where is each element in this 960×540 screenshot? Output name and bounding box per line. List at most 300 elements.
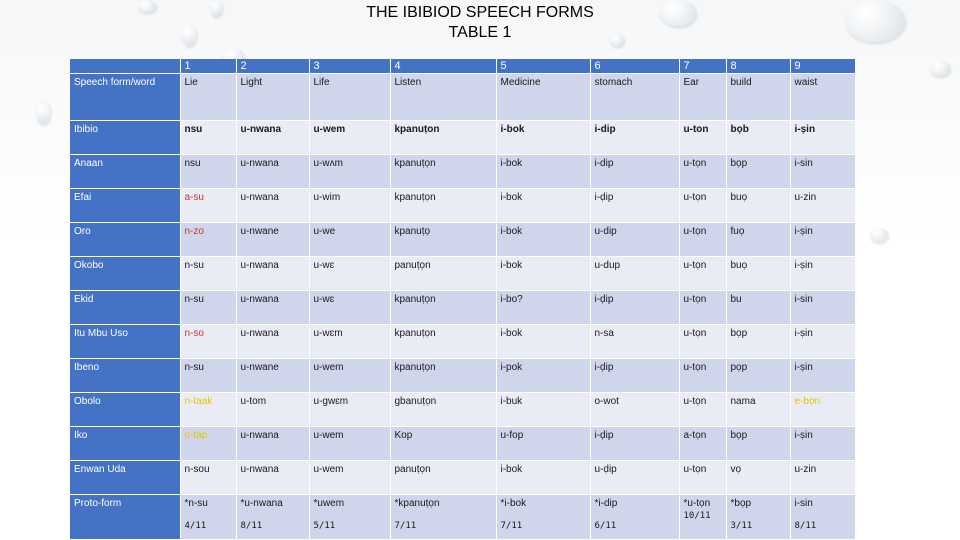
cell-text: bọp [730, 328, 748, 339]
table-cell [590, 223, 679, 257]
row-label-cell [70, 325, 180, 359]
table-cell [390, 427, 496, 461]
cell-text: i-ḍip [594, 192, 614, 203]
cell-text: u-tọn [683, 260, 707, 271]
cell-text: *bọp [730, 498, 752, 509]
cell-text: u-tọn [683, 328, 707, 339]
row-label-cell [70, 291, 180, 325]
droplet-decoration [182, 24, 196, 46]
table-cell [790, 74, 855, 121]
table-cell [726, 291, 790, 325]
table-cell [309, 359, 390, 393]
cell-text: gbanuṭọn [394, 396, 437, 407]
cell-text: i-ṣin [794, 260, 813, 271]
row-label-cell [70, 427, 180, 461]
droplet-decoration [870, 228, 888, 242]
row-label-cell [70, 155, 180, 189]
table-cell [590, 257, 679, 291]
speech-forms-table [70, 59, 856, 540]
cell-text: i-sin [794, 294, 813, 305]
table-cell [180, 325, 236, 359]
title-line-1: THE IBIBIOD SPEECH FORMS [366, 4, 594, 21]
table-cell [679, 257, 726, 291]
cell-text: n-zo [184, 226, 204, 237]
table-cell [790, 223, 855, 257]
cell-text: kpanuṭọn [394, 294, 436, 305]
table-cell [790, 325, 855, 359]
table-cell [790, 121, 855, 155]
cell-text: u-tọn [683, 362, 707, 373]
table-cell [590, 359, 679, 393]
header-cell [70, 59, 180, 74]
table-cell [679, 495, 726, 540]
table-row [70, 325, 855, 359]
table-cell [679, 427, 726, 461]
table-row [70, 359, 855, 393]
count-text: 8/11 [794, 521, 817, 531]
header-cell: 2 [236, 59, 309, 74]
table-cell [726, 223, 790, 257]
header-cell: 3 [309, 59, 390, 74]
table-cell [590, 189, 679, 223]
table-cell [390, 325, 496, 359]
table-cell [496, 121, 590, 155]
cell-text: a-su [184, 192, 204, 203]
table-cell [679, 291, 726, 325]
cell-text: u-wɛ [313, 260, 335, 271]
cell-text: u-we [313, 226, 336, 237]
header-cell: 6 [590, 59, 679, 74]
cell-text: Okobo [74, 260, 104, 271]
cell-text: i-ḍip [594, 430, 614, 441]
slide-title [300, 3, 660, 43]
table-cell [180, 223, 236, 257]
table-row [70, 155, 855, 189]
table-cell [390, 223, 496, 257]
cell-text: u-nwana [240, 328, 279, 339]
cell-text: kpanuṭon [394, 124, 440, 135]
cell-text: *u-tọn [683, 498, 711, 509]
cell-text: Efai [74, 192, 92, 203]
cell-text: Anaan [74, 158, 103, 169]
table-cell [309, 121, 390, 155]
table-cell [309, 155, 390, 189]
cell-text: u-nwana [240, 464, 279, 475]
table-cell [496, 223, 590, 257]
table-cell [790, 495, 855, 540]
table-cell [590, 495, 679, 540]
table-cell [236, 74, 309, 121]
table-cell [236, 495, 309, 540]
table-cell [679, 325, 726, 359]
count-text: 8/11 [240, 521, 263, 531]
cell-text: i-bok [500, 124, 525, 135]
cell-text: u-wem [313, 464, 344, 475]
table-cell [236, 325, 309, 359]
cell-text: kpanuṭọn [394, 362, 436, 373]
table-row [70, 461, 855, 495]
table-cell [180, 359, 236, 393]
table-cell [496, 189, 590, 223]
table-cell [790, 461, 855, 495]
table-cell [180, 495, 236, 540]
table-cell [180, 291, 236, 325]
cell-text: *n-su [184, 498, 208, 509]
cell-text: u-nwane [240, 362, 279, 373]
table-row [70, 74, 855, 121]
cell-text: Iko [74, 430, 88, 441]
droplet-decoration [930, 60, 950, 76]
cell-text: kpanuṭọn [394, 158, 436, 169]
cell-text: u-wem [313, 362, 344, 373]
cell-text: Enwan Uda [74, 464, 126, 475]
table-cell [236, 359, 309, 393]
row-label-cell [70, 74, 180, 121]
table-cell [390, 495, 496, 540]
cell-text: i-ṣin [794, 430, 813, 441]
count-text: 7/11 [394, 521, 417, 531]
table-cell [790, 359, 855, 393]
table-cell [309, 393, 390, 427]
droplet-decoration [138, 0, 156, 12]
cell-text: u-fop [500, 430, 524, 441]
table-cell [726, 325, 790, 359]
table-cell [496, 257, 590, 291]
count-text: 6/11 [594, 521, 617, 531]
table-row [70, 121, 855, 155]
cell-text: a-tọn [683, 430, 707, 441]
cell-text: u-ton [683, 124, 709, 135]
cell-text: Listen [394, 77, 422, 88]
table-cell [590, 291, 679, 325]
cell-text: Ibibio [74, 124, 98, 135]
table-cell [309, 223, 390, 257]
table-cell [236, 121, 309, 155]
cell-text: *u-nwana [240, 498, 283, 509]
table-cell [496, 359, 590, 393]
cell-text: n-sa [594, 328, 614, 339]
table-cell [726, 189, 790, 223]
table-cell [679, 189, 726, 223]
table-cell [679, 121, 726, 155]
cell-text: u-nwana [240, 158, 279, 169]
cell-text: u-wem [313, 430, 344, 441]
cell-text: Ibeno [74, 362, 100, 373]
table-cell [390, 74, 496, 121]
cell-text: Ear [683, 77, 700, 88]
header-cell: 7 [679, 59, 726, 74]
cell-text: e-bọn [794, 396, 821, 407]
row-label-cell [70, 223, 180, 257]
table-cell [180, 74, 236, 121]
table-cell [726, 393, 790, 427]
table-cell [496, 325, 590, 359]
table-cell [390, 121, 496, 155]
cell-text: bọb [730, 124, 749, 135]
table-cell [590, 393, 679, 427]
table-cell [236, 427, 309, 461]
cell-text: nsu [184, 158, 201, 169]
cell-text: u-zin [794, 464, 817, 475]
row-label-cell [70, 495, 180, 540]
cell-text: *uwem [313, 498, 345, 509]
table-cell [726, 257, 790, 291]
cell-text: u-wɛ [313, 294, 335, 305]
table-row [70, 291, 855, 325]
table-cell [309, 495, 390, 540]
cell-text: u-wɛm [313, 328, 343, 339]
cell-text: u-tọn [683, 464, 707, 475]
cell-text: n-su [184, 362, 204, 373]
table-cell [590, 325, 679, 359]
cell-text: panuṭọn [394, 260, 431, 271]
table-cell [309, 427, 390, 461]
table-cell [726, 155, 790, 189]
cell-text: i-ṣin [794, 124, 816, 135]
table-cell [590, 461, 679, 495]
cell-text: Kop [394, 430, 413, 441]
table-header-row [70, 59, 855, 74]
count-text: 4/11 [184, 521, 207, 531]
cell-text: i-ḍip [594, 294, 614, 305]
cell-text: kpanuṭọn [394, 328, 436, 339]
table-cell [390, 155, 496, 189]
header-cell: 5 [496, 59, 590, 74]
cell-text: u-nwana [240, 294, 279, 305]
table-cell [236, 189, 309, 223]
table-cell [180, 461, 236, 495]
table-cell [390, 291, 496, 325]
cell-text: i-bok [500, 328, 523, 339]
cell-text: i-buk [500, 396, 523, 407]
cell-text: u-tọn [683, 294, 707, 305]
cell-text: i-dip [594, 124, 616, 135]
cell-text: u-nwana [240, 192, 279, 203]
table-cell [496, 291, 590, 325]
cell-text: u-wem [313, 124, 346, 135]
cell-text: buọ [730, 192, 748, 203]
cell-text: Light [240, 77, 263, 88]
cell-text: kpanuṭọ [394, 226, 431, 237]
row-label-cell [70, 359, 180, 393]
cell-text: u-tom [240, 396, 267, 407]
droplet-decoration [210, 0, 222, 16]
header-cell: 4 [390, 59, 496, 74]
cell-text: pọp [730, 362, 748, 373]
cell-text: i-ḍip [594, 362, 614, 373]
cell-text: *i-dip [594, 498, 618, 509]
table-cell [726, 359, 790, 393]
count-text: 7/11 [500, 521, 523, 531]
droplet-decoration [660, 0, 696, 26]
table-cell [726, 74, 790, 121]
cell-text: i-bok [500, 158, 523, 169]
cell-text: i-ṣin [794, 328, 813, 339]
table-cell [180, 257, 236, 291]
cell-text: stomach [594, 77, 633, 88]
count-text: 5/11 [313, 521, 336, 531]
table-cell [180, 427, 236, 461]
cell-text: Medicine [500, 77, 541, 88]
table-row [70, 189, 855, 223]
table-cell [790, 189, 855, 223]
cell-text: n-taak [184, 396, 213, 407]
cell-text: i-sin [794, 158, 813, 169]
table-cell [590, 155, 679, 189]
table-cell [679, 155, 726, 189]
cell-text: bọp [730, 158, 748, 169]
cell-text: n-sou [184, 464, 210, 475]
cell-text: u-tọn [683, 192, 707, 203]
cell-text: bọp [730, 430, 748, 441]
cell-text: Proto-form [74, 498, 122, 509]
cell-text: bu [730, 294, 742, 305]
row-label-cell [70, 189, 180, 223]
cell-text: Ekid [74, 294, 94, 305]
cell-text: Speech form/word [74, 77, 156, 88]
table-cell [496, 461, 590, 495]
cell-text: i-pok [500, 362, 523, 373]
cell-text: fuọ [730, 226, 745, 237]
cell-text: u-dup [594, 260, 621, 271]
table-cell [390, 257, 496, 291]
table-cell [236, 393, 309, 427]
table-cell [679, 393, 726, 427]
cell-text: u-wim [313, 192, 341, 203]
table-cell [790, 393, 855, 427]
cell-text: u-nwana [240, 124, 282, 135]
table-row [70, 427, 855, 461]
table-cell [180, 155, 236, 189]
cell-text: u-ḍip [594, 464, 617, 475]
table-cell [236, 257, 309, 291]
cell-text: Itu Mbu Uso [74, 328, 128, 339]
table-cell [390, 189, 496, 223]
table-cell [180, 189, 236, 223]
cell-text: u-tọn [683, 158, 707, 169]
cell-text: *kpanuṭọn [394, 498, 440, 509]
cell-text: Lie [184, 77, 198, 88]
table-row [70, 393, 855, 427]
cell-text: i-bok [500, 464, 523, 475]
cell-text: u-gwɛm [313, 396, 349, 407]
row-label-cell [70, 393, 180, 427]
table-cell [590, 74, 679, 121]
cell-text: n-so [184, 328, 204, 339]
table-row [70, 257, 855, 291]
table-cell [236, 461, 309, 495]
table-cell [679, 461, 726, 495]
table-cell [309, 74, 390, 121]
cell-text: i-bo? [500, 294, 523, 305]
cell-text: build [730, 77, 752, 88]
table-cell [180, 121, 236, 155]
table-cell [590, 427, 679, 461]
cell-text: i-dip [594, 158, 614, 169]
table-cell [309, 189, 390, 223]
table-cell [390, 359, 496, 393]
table-cell [496, 495, 590, 540]
cell-text: Obolo [74, 396, 101, 407]
row-label-cell [70, 121, 180, 155]
count-text: 3/11 [730, 521, 753, 531]
row-label-cell [70, 257, 180, 291]
cell-text: o-wot [594, 396, 619, 407]
table-cell [726, 427, 790, 461]
droplet-decoration [845, 0, 905, 42]
table-cell [309, 291, 390, 325]
table-cell [679, 74, 726, 121]
table-cell [726, 121, 790, 155]
cell-text: i-bok [500, 192, 523, 203]
cell-text: i-ṣin [794, 362, 813, 373]
table-cell [726, 461, 790, 495]
cell-text: u-dip [594, 226, 617, 237]
cell-text: kpanuṭọn [394, 192, 436, 203]
header-cell: 8 [726, 59, 790, 74]
cell-text: u-nwana [240, 430, 279, 441]
table-cell [726, 495, 790, 540]
table-row [70, 223, 855, 257]
cell-text: panuṭọn [394, 464, 431, 475]
cell-text: *i-bok [500, 498, 527, 509]
cell-text: buọ [730, 260, 748, 271]
cell-text: n-su [184, 260, 204, 271]
cell-text: u-tọn [683, 396, 707, 407]
cell-text: i-bok [500, 260, 523, 271]
droplet-decoration [36, 100, 50, 124]
cell-text: Life [313, 77, 330, 88]
cell-text: i-sin [794, 498, 813, 509]
table-cell [790, 291, 855, 325]
table-cell [496, 155, 590, 189]
cell-text: u-wʌm [313, 158, 343, 169]
table-cell [790, 427, 855, 461]
table-cell [496, 393, 590, 427]
cell-text: n-su [184, 294, 204, 305]
table-cell [236, 291, 309, 325]
cell-text: waist [794, 77, 818, 88]
title-line-2: TABLE 1 [448, 24, 512, 41]
table-cell [496, 427, 590, 461]
cell-text: u-zin [794, 192, 817, 203]
count-text: 10/11 [683, 511, 711, 521]
table-cell [180, 393, 236, 427]
table-cell [390, 461, 496, 495]
cell-text: nsu [184, 124, 203, 135]
cell-text: Oro [74, 226, 91, 237]
cell-text: i-ṣin [794, 226, 813, 237]
table-cell [790, 155, 855, 189]
cell-text: nama [730, 396, 756, 407]
table-row [70, 495, 855, 540]
table-cell [390, 393, 496, 427]
table-cell [309, 257, 390, 291]
header-cell: 9 [790, 59, 855, 74]
table-cell [236, 155, 309, 189]
cell-text: u-tọn [683, 226, 707, 237]
table-cell [679, 223, 726, 257]
header-cell: 1 [180, 59, 236, 74]
table-cell [496, 74, 590, 121]
cell-text: vọ [730, 464, 742, 475]
table-cell [309, 325, 390, 359]
table-cell [236, 223, 309, 257]
table-cell [590, 121, 679, 155]
cell-text: u-nwana [240, 260, 279, 271]
table-cell [790, 257, 855, 291]
cell-text: o-tap [184, 430, 208, 441]
